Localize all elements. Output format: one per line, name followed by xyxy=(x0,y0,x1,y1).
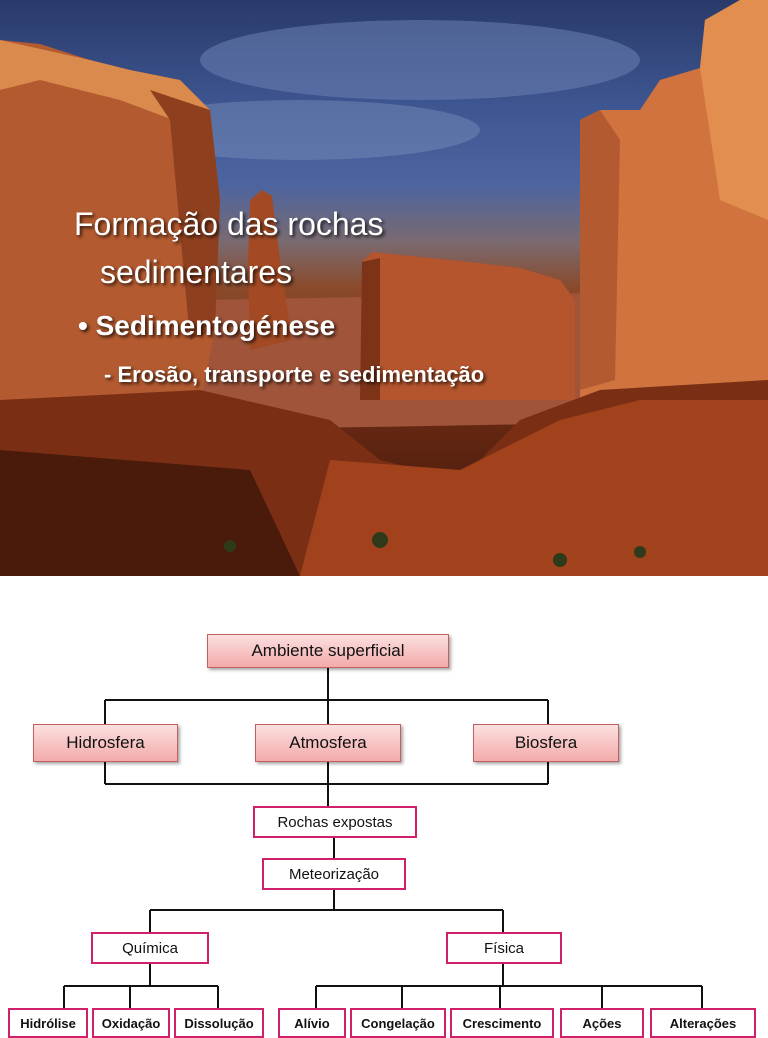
slide-title xyxy=(74,200,554,296)
node-acoes: Ações xyxy=(560,1008,644,1038)
slide-diagram xyxy=(0,576,768,1031)
node-quimica: Química xyxy=(91,932,209,964)
node-meteorizacao: Meteorização xyxy=(262,858,406,890)
node-biosfera: Biosfera xyxy=(473,724,619,762)
node-alteracoes: Alterações xyxy=(650,1008,756,1038)
node-oxidacao: Oxidação xyxy=(92,1008,170,1038)
node-alivio: Alívio xyxy=(278,1008,346,1038)
node-crescimento: Crescimento xyxy=(450,1008,554,1038)
node-congelacao: Congelação xyxy=(350,1008,446,1038)
title-line-2: sedimentares xyxy=(100,254,293,290)
title-line-1: Formação das rochas xyxy=(74,206,384,242)
bullet-erosion-transport: - Erosão, transporte e sedimentação xyxy=(104,362,485,387)
node-ambiente-superficial: Ambiente superficial xyxy=(207,634,449,668)
bullet-sedimentogenese: • Sedimentogénese xyxy=(78,310,336,341)
node-hidrosfera: Hidrosfera xyxy=(33,724,178,762)
node-hidrolise: Hidrólise xyxy=(8,1008,88,1038)
node-atmosfera: Atmosfera xyxy=(255,724,401,762)
node-rochas-expostas: Rochas expostas xyxy=(253,806,417,838)
node-fisica: Física xyxy=(446,932,562,964)
node-dissolucao: Dissolução xyxy=(174,1008,264,1038)
